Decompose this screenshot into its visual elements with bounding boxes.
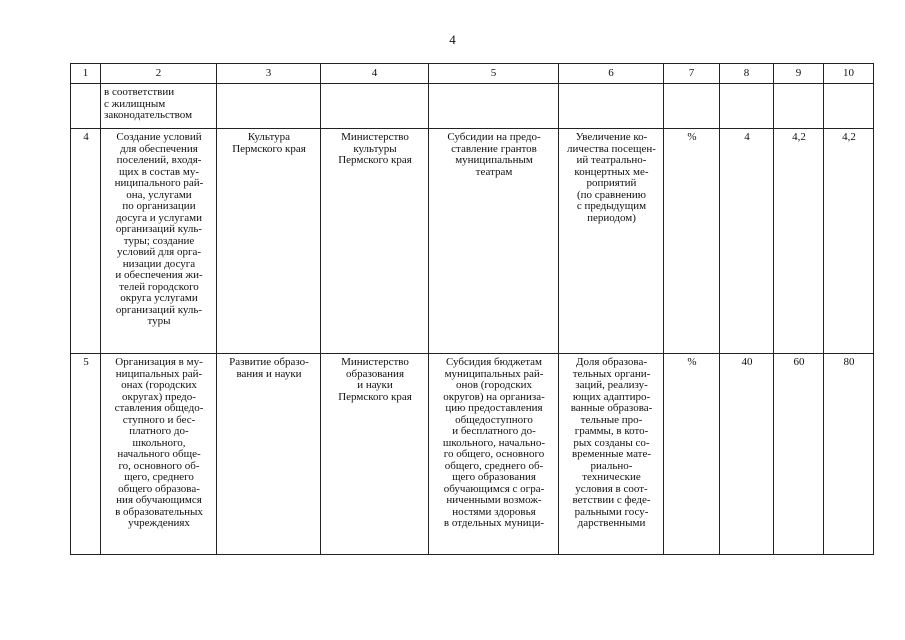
table-cell: Организация в му- ниципальных рай- онах (городских округах) предо- ставления общедо- ступного и бес- платного до- школьного, начального обще- го, основного об- щего, среднего общего образова- ния обучающимся в образовательных учреждениях	[101, 354, 217, 555]
table-cell: 4,2	[774, 129, 824, 354]
table-cell: Субсидии на предо- ставление грантов муниципальным театрам	[429, 129, 559, 354]
table-cell	[559, 84, 664, 129]
header-cell: 8	[720, 64, 774, 84]
table-header-row	[71, 64, 874, 84]
table-cell	[720, 84, 774, 129]
table-cell: 60	[774, 354, 824, 555]
table-cell: %	[664, 354, 720, 555]
table-cell: 40	[720, 354, 774, 555]
table-cell: Развитие образо- вания и науки	[217, 354, 321, 555]
page-number: 4	[449, 32, 456, 47]
table-cell	[774, 84, 824, 129]
header-cell: 3	[217, 64, 321, 84]
table-cell	[664, 84, 720, 129]
table-cell: %	[664, 129, 720, 354]
table-row	[71, 354, 874, 555]
table-cell: Культура Пермского края	[217, 129, 321, 354]
table-cell	[824, 84, 874, 129]
header-cell: 1	[71, 64, 101, 84]
row-number: 4	[71, 129, 101, 354]
table-cell: в соответствии с жилищным законодательством	[101, 84, 217, 129]
header-cell: 10	[824, 64, 874, 84]
table-cell: 4	[720, 129, 774, 354]
table-cell	[71, 84, 101, 129]
header-cell: 2	[101, 64, 217, 84]
table-cell	[217, 84, 321, 129]
header-cell: 7	[664, 64, 720, 84]
table-cell: Субсидия бюджетам муниципальных рай- онов (городских округов) на организа- цию предоставления общедоступного и бесплатного до- школьного, начально- го общего, основного общего, среднего об- щего образования обучающимся с огра- ниченными возмож- ностями здоровья в отдельных муници-	[429, 354, 559, 555]
row-number: 5	[71, 354, 101, 555]
header-cell: 9	[774, 64, 824, 84]
table-row	[71, 129, 874, 354]
table-cell: Создание условий для обеспечения поселений, входя- щих в состав му- ниципального рай- она, услугами по организации досуга и услугами организаций куль- туры; создание условий для орга- низации досуга и обеспечения жи- телей городского округа услугами организаций куль- туры	[101, 129, 217, 354]
table-cell	[429, 84, 559, 129]
header-cell: 6	[559, 64, 664, 84]
table-cell: Министерство образования и науки Пермского края	[321, 354, 429, 555]
header-cell: 5	[429, 64, 559, 84]
data-table	[70, 63, 874, 555]
table-row-continuation	[71, 84, 874, 129]
table-cell: Увеличение ко- личества посещен- ий театрально- концертных ме- роприятий (по сравнению с предыдущим периодом)	[559, 129, 664, 354]
table-cell: Министерство культуры Пермского края	[321, 129, 429, 354]
header-cell: 4	[321, 64, 429, 84]
table-cell: Доля образова- тельных органи- заций, реализу- ющих адаптиро- ванные образова- тельные про- граммы, в кото- рых созданы со- временные мате- риально- технические условия в соот- ветствии с феде- ральными госу- дарственными	[559, 354, 664, 555]
table-cell: 80	[824, 354, 874, 555]
table-cell: 4,2	[824, 129, 874, 354]
table-cell	[321, 84, 429, 129]
